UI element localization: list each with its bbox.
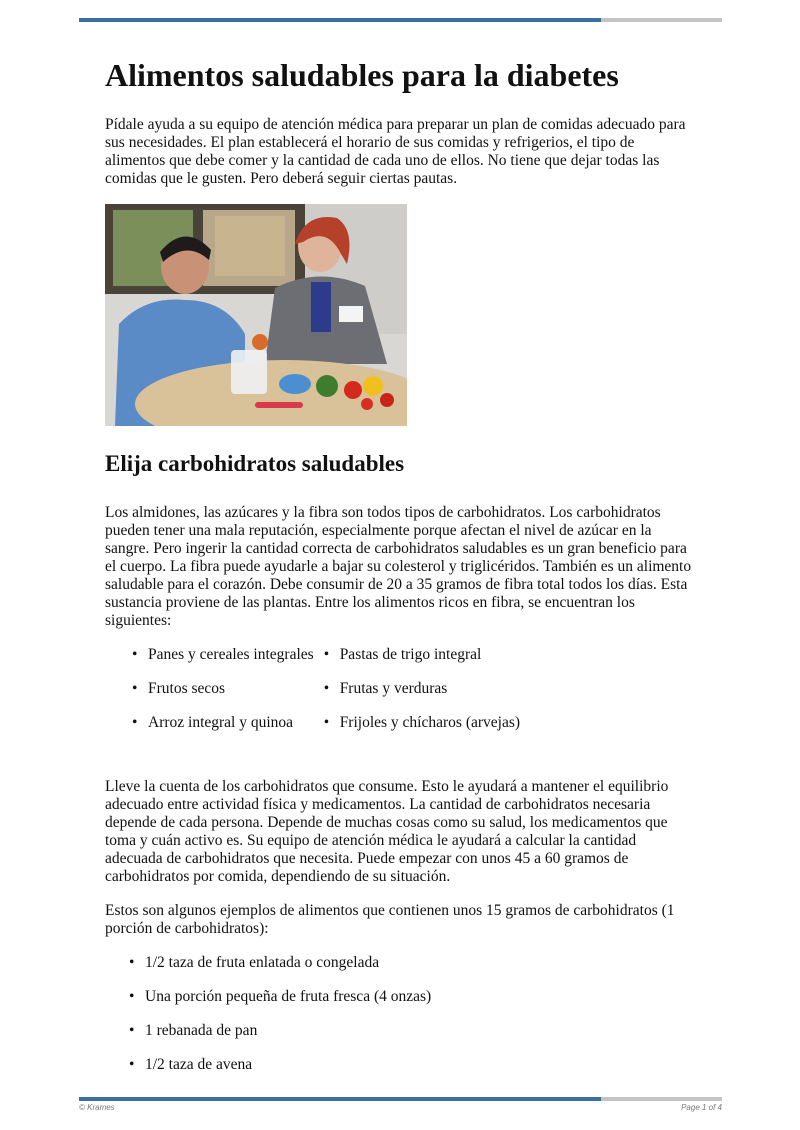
list-item: • 1/2 taza de avena (145, 1056, 697, 1074)
carb-count-paragraph: Lleve la cuenta de los carbohidratos que consume. Esto le ayudará a mantener el equilibrio adecuado entre actividad física y medicamentos. La cantidad de carbohidratos necesaria depende de cada persona. Depende de muchas cosas como su salud, los medicamentos que toma y cuán activo es. Su equipo de atención médica le ayudará a calcular la cantidad adecuada de carbohidratos que necesita. Puede empezar con unos 45 a 60 gramos de carbohidratos por comida, dependiendo de su situación. (105, 777, 669, 885)
carbs-paragraph: Los almidones, las azúcares y la fibra son todos tipos de carbohidratos. Los carbohidratos pueden tener una mala reputación, especialmente porque afectan el nivel de azúcar en la sangre. Pero ingerir la cantidad correcta de carbohidratos saludables es un gran beneficio para el cuerpo. La fibra puede ayudarle a bajar su colesterol y triglicéridos. También es un alimento saludable para el corazón. Debe consumir de 20 a 35 gramos de fibra total todos los días. Esta sustancia proviene de las plantas. Entre los alimentos ricos en fibra, se encuentran los siguientes: (105, 503, 692, 629)
list-item: • Pastas de trigo integral (340, 646, 520, 664)
document-body (105, 56, 697, 1090)
list-item: • Arroz integral y quinoa (148, 714, 314, 732)
section-heading: Elija carbohidratos saludables (105, 451, 405, 477)
header-rule (79, 18, 722, 22)
list-item: • Panes y cereales integrales (148, 646, 314, 664)
examples-intro-paragraph: Estos son algunos ejemplos de alimentos que contienen unos 15 gramos de carbohidratos (1 porción de carbohidratos): (105, 901, 675, 937)
list-item: • 1/2 taza de fruta enlatada o congelada (145, 954, 697, 972)
photo-patient-with-dietitian (105, 204, 407, 426)
fiber-foods-list (105, 646, 697, 748)
list-item: • Una porción pequeña de fruta fresca (4 onzas) (145, 988, 697, 1006)
footer-rule (79, 1097, 722, 1101)
copyright-text: © Krames (79, 1103, 115, 1112)
list-item: • Frutas y verduras (340, 680, 520, 698)
list-item: • Frijoles y chícharos (arvejas) (340, 714, 520, 732)
list-item: • Frutos secos (148, 680, 314, 698)
page-title: Alimentos saludables para la diabetes (105, 57, 619, 93)
page-number: Page 1 of 4 (681, 1103, 722, 1112)
carb-examples-list (105, 954, 697, 1074)
list-item: • 1 rebanada de pan (145, 1022, 697, 1040)
intro-paragraph: Pídale ayuda a su equipo de atención médica para preparar un plan de comidas adecuado para sus necesidades. El plan establecerá el horario de sus comidas y refrigerios, el tipo de alimentos que debe comer y la cantidad de cada uno de ellos. No tiene que dejar todas las comidas que le gusten. Pero deberá seguir ciertas pautas. (105, 116, 686, 188)
